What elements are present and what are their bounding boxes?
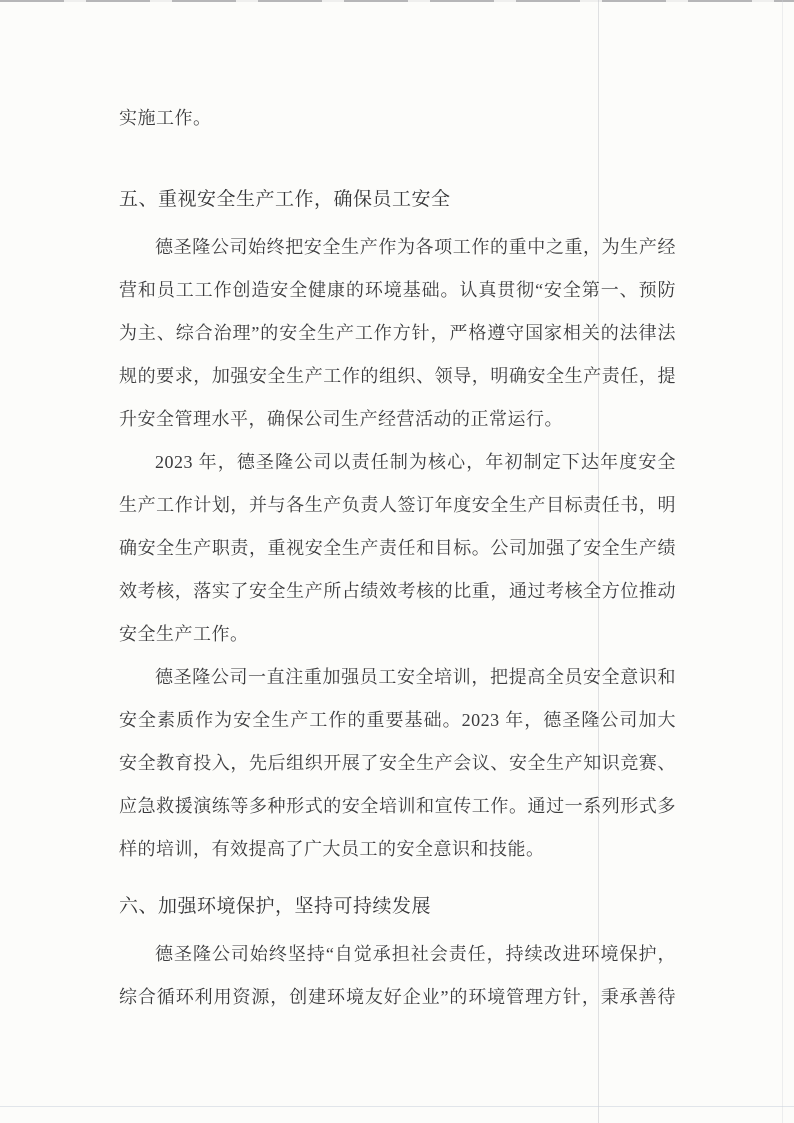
paragraph-line: 德圣隆公司一直注重加强员工安全培训，把提高全员安全意识和 <box>155 667 676 687</box>
paragraph-line: 效考核，落实了安全生产所占绩效考核的比重，通过考核全方位推动 <box>119 581 676 601</box>
paragraph <box>119 933 676 1019</box>
paragraph-line: 样的培训，有效提高了广大员工的安全意识和技能。 <box>119 839 545 859</box>
paragraph-line: 安全教育投入，先后组织开展了安全生产会议、安全生产知识竞赛、 <box>119 753 676 773</box>
scan-bottom-edge-artifact <box>0 1106 794 1107</box>
paragraph-line: 德圣隆公司始终把安全生产作为各项工作的重中之重，为生产经 <box>155 237 676 257</box>
paragraph <box>119 441 676 656</box>
paragraph-line: 生产工作计划，并与各生产负责人签订年度安全生产目标责任书，明 <box>119 495 676 515</box>
paragraph <box>119 226 676 441</box>
section-heading-safety: 五、重视安全生产工作，确保员工安全 <box>119 189 451 210</box>
scan-top-edge-artifact <box>0 0 794 2</box>
paragraph-line: 升安全管理水平，确保公司生产经营活动的正常运行。 <box>119 409 563 429</box>
section-heading-environment: 六、加强环境保护，坚持可持续发展 <box>119 896 432 917</box>
paragraph-line: 德圣隆公司始终坚持“自觉承担社会责任，持续改进环境保护， <box>155 944 676 964</box>
paragraph-line: 2023 年，德圣隆公司以责任制为核心，年初制定下达年度安全 <box>155 452 676 472</box>
paragraph <box>119 656 676 871</box>
paragraph-line: 确安全生产职责，重视安全生产责任和目标。公司加强了安全生产绩 <box>119 538 676 558</box>
page-text-block <box>119 97 676 1019</box>
paragraph-line: 安全生产工作。 <box>119 624 249 644</box>
paragraph-line: 应急救援演练等多种形式的安全培训和宣传工作。通过一系列形式多 <box>119 796 676 816</box>
paragraph-line: 规的要求，加强安全生产工作的组织、领导，明确安全生产责任，提 <box>119 366 676 386</box>
paragraph-line: 综合循环利用资源，创建环境友好企业”的环境管理方针，秉承善待 <box>119 987 676 1007</box>
paragraph-continuation <box>119 97 676 140</box>
paragraph-line: 安全素质作为安全生产工作的重要基础。2023 年，德圣隆公司加大 <box>119 710 676 730</box>
paragraph-line: 营和员工工作创造安全健康的环境基础。认真贯彻“安全第一、预防 <box>119 280 676 300</box>
paragraph-line: 为主、综合治理”的安全生产工作方针，严格遵守国家相关的法律法 <box>119 323 676 343</box>
paragraph-line: 实施工作。 <box>119 108 212 128</box>
scan-right-edge-artifact <box>782 0 783 1123</box>
